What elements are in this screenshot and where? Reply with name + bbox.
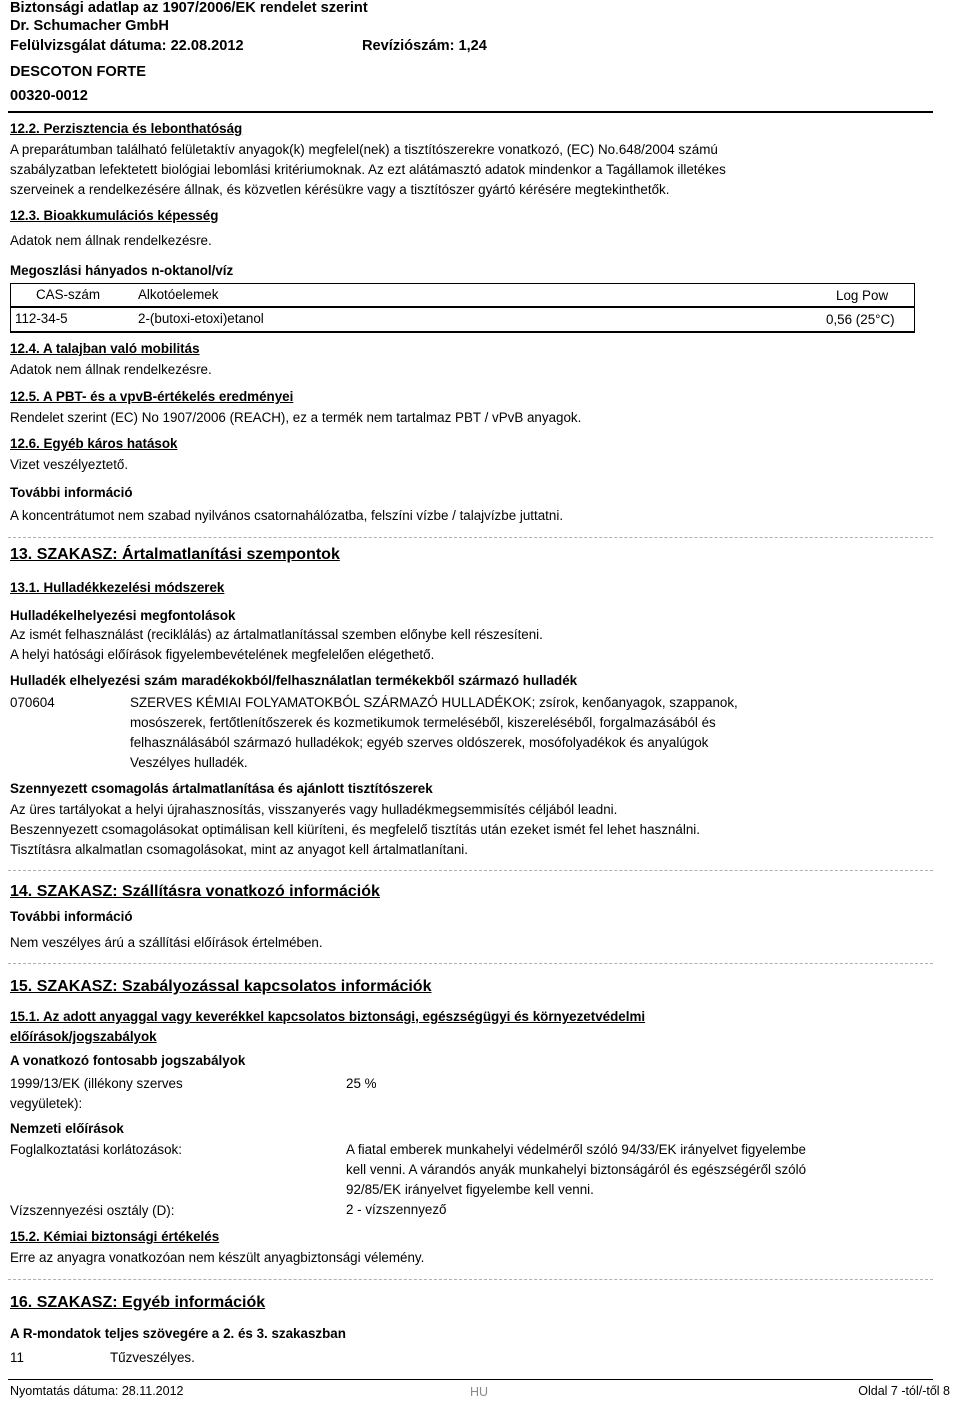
footer-divider: [8, 1379, 933, 1380]
s14-text: Nem veszélyes árú a szállítási előírások értelmében.: [10, 935, 323, 950]
disposal-title: Hulladékelhelyezési megfontolások: [10, 608, 236, 623]
water-hazard-label: Vízszennyezési osztály (D):: [10, 1203, 175, 1218]
column-header-cas: CAS-szám: [36, 287, 100, 302]
s12-6-further-text: A koncentrátumot nem szabad nyilvános csatornahálózatba, felszíni vízbe / talajvízbe juttatni.: [10, 508, 564, 523]
page-number: Oldal 7 -tól/-től 8: [858, 1384, 950, 1398]
r-phrase-text: Tűzveszélyes.: [110, 1350, 195, 1365]
packaging-line: Beszennyezett csomagolásokat optimálisan kell kiüríteni, és megfelelő tisztítás után ezeket ismét fel lehet használni.: [10, 822, 700, 837]
revision-number: Revíziószám: 1,24: [362, 38, 487, 54]
disposal-line: A helyi hatósági előírások figyelembevételének megfelelően elégethető.: [10, 647, 435, 662]
s12-5-text: Rendelet szerint (EC) No 1907/2006 (REACH), ez a termék nem tartalmaz PBT / vPvB anyagok.: [10, 410, 582, 425]
section-divider: [8, 537, 933, 538]
employment-text-line: A fiatal emberek munkahelyi védelméről szóló 94/33/EK irányelvet figyelembe: [346, 1142, 806, 1157]
s12-2-line: szabályzatban lefektetett biológiai lebomlási kritériumoknak. Az ezt alátámasztó adatok mindenkor a Tagállamok illetékes: [10, 162, 726, 177]
product-name: DESCOTON FORTE: [10, 64, 146, 80]
waste-description-line: Veszélyes hulladék.: [130, 755, 248, 770]
s14-further-title: További információ: [10, 909, 133, 924]
packaging-line: Tisztításra alkalmatlan csomagolásokat, mint az anyagot kell ártalmatlanítani.: [10, 842, 468, 857]
header-divider: [8, 111, 933, 113]
disposal-line: Az ismét felhasználást (reciklálás) az ártalmatlanítással szemben előnybe kell részesíteni.: [10, 627, 543, 642]
language-code: HU: [470, 1385, 489, 1399]
section-15-1-title: 15.1. Az adott anyaggal vagy keverékkel kapcsolatos biztonsági, egészségügyi és környezetvédelmi: [10, 1009, 646, 1024]
s12-2-line: szerveinek a rendelkezésére állnak, és közvetlen kérésükre vagy a tisztítószer gyártó kérésére megtekinthetők.: [10, 182, 670, 197]
section-12-4-title: 12.4. A talajban való mobilitás: [10, 341, 200, 356]
section-12-2-title: 12.2. Perzisztencia és lebonthatóság: [10, 121, 243, 136]
waste-code: 070604: [10, 695, 55, 710]
voc-label-cont: vegyületek):: [10, 1096, 83, 1111]
r-phrase-code: 11: [10, 1350, 24, 1365]
employment-text-line: 92/85/EK irányelvet figyelembe kell venni.: [346, 1182, 594, 1197]
section-divider: [8, 963, 933, 964]
column-header-components: Alkotóelemek: [138, 287, 219, 302]
s12-2-line: A preparátumban található felületaktív anyagok(k) megfelel(nek) a tisztítószerekre vonatkozó, (EC) No.648/2004 számú: [10, 142, 718, 157]
s12-4-text: Adatok nem állnak rendelkezésre.: [10, 362, 212, 377]
packaging-line: Az üres tartályokat a helyi újrahasznosítás, visszanyerés vagy hulladékmegsemmisítés céljából leadni.: [10, 802, 618, 817]
section-14-title: 14. SZAKASZ: Szállításra vonatkozó információk: [10, 883, 380, 900]
column-header-log-pow: Log Pow: [836, 288, 889, 303]
review-date: Felülvizsgálat dátuma: 22.08.2012: [10, 38, 244, 54]
print-date: Nyomtatás dátuma: 28.11.2012: [10, 1384, 184, 1398]
section-16-title: 16. SZAKASZ: Egyéb információk: [10, 1294, 266, 1311]
waste-code-title: Hulladék elhelyezési szám maradékokból/felhasználatlan termékekből származó hulladék: [10, 673, 578, 688]
voc-label: 1999/13/EK (illékony szerves: [10, 1076, 183, 1091]
employment-label: Foglalkoztatási korlátozások:: [10, 1142, 182, 1157]
section-13-title: 13. SZAKASZ: Ártalmatlanítási szempontok: [10, 546, 340, 563]
table-cell-log-pow: 0,56 (25°C): [826, 312, 895, 327]
document-title: Biztonsági adatlap az 1907/2006/EK rendelet szerint: [10, 0, 368, 16]
company-name: Dr. Schumacher GmbH: [10, 18, 169, 34]
waste-description-line: SZERVES KÉMIAI FOLYAMATOKBÓL SZÁRMAZÓ HULLADÉKOK; zsírok, kenőanyagok, szappanok,: [130, 695, 738, 710]
section-divider: [8, 870, 933, 871]
section-12-3-title: 12.3. Bioakkumulációs képesség: [10, 208, 219, 223]
section-divider: [8, 1279, 933, 1280]
water-hazard-value: 2 - vízszennyező: [346, 1202, 447, 1217]
partition-table-title: Megoszlási hányados n-oktanol/víz: [10, 263, 234, 278]
s12-6-further-title: További információ: [10, 485, 133, 500]
section-12-6-title: 12.6. Egyéb káros hatások: [10, 436, 178, 451]
csa-text: Erre az anyagra vonatkozóan nem készült anyagbiztonsági vélemény.: [10, 1250, 425, 1265]
section-15-title: 15. SZAKASZ: Szabályozással kapcsolatos információk: [10, 978, 432, 995]
table-cell-component: 2-(butoxi-etoxi)etanol: [138, 311, 264, 326]
s12-6-text: Vizet veszélyeztető.: [10, 457, 129, 472]
employment-text-line: kell venni. A várandós anyák munkahelyi biztonságáról és egészségéről szóló: [346, 1162, 807, 1177]
section-15-2-title: 15.2. Kémiai biztonsági értékelés: [10, 1229, 220, 1244]
r-phrases-title: A R-mondatok teljes szövegére a 2. és 3. szakaszban: [10, 1326, 346, 1341]
packaging-title: Szennyezett csomagolás ártalmatlanítása és ajánlott tisztítószerek: [10, 781, 433, 796]
section-13-1-title: 13.1. Hulladékkezelési módszerek: [10, 580, 225, 595]
voc-value: 25 %: [346, 1076, 377, 1091]
waste-description-line: felhasználásából származó hulladékok; egyéb szerves oldószerek, mosófolyadékok és anyalúgok: [130, 735, 709, 750]
national-regulations-title: Nemzeti előírások: [10, 1121, 124, 1136]
product-code: 00320-0012: [10, 88, 88, 104]
waste-description-line: mosószerek, fertőtlenítőszerek és kozmetikumok termeléséből, kiszereléséből, forgalmazásából és: [130, 715, 716, 730]
section-12-5-title: 12.5. A PBT- és a vpvB-értékelés eredményei: [10, 389, 294, 404]
s12-3-text: Adatok nem állnak rendelkezésre.: [10, 233, 212, 248]
section-15-1-title-cont: előírások/jogszabályok: [10, 1029, 157, 1044]
table-cell-cas: 112-34-5: [15, 311, 68, 326]
eu-regulations-title: A vonatkozó fontosabb jogszabályok: [10, 1053, 246, 1068]
